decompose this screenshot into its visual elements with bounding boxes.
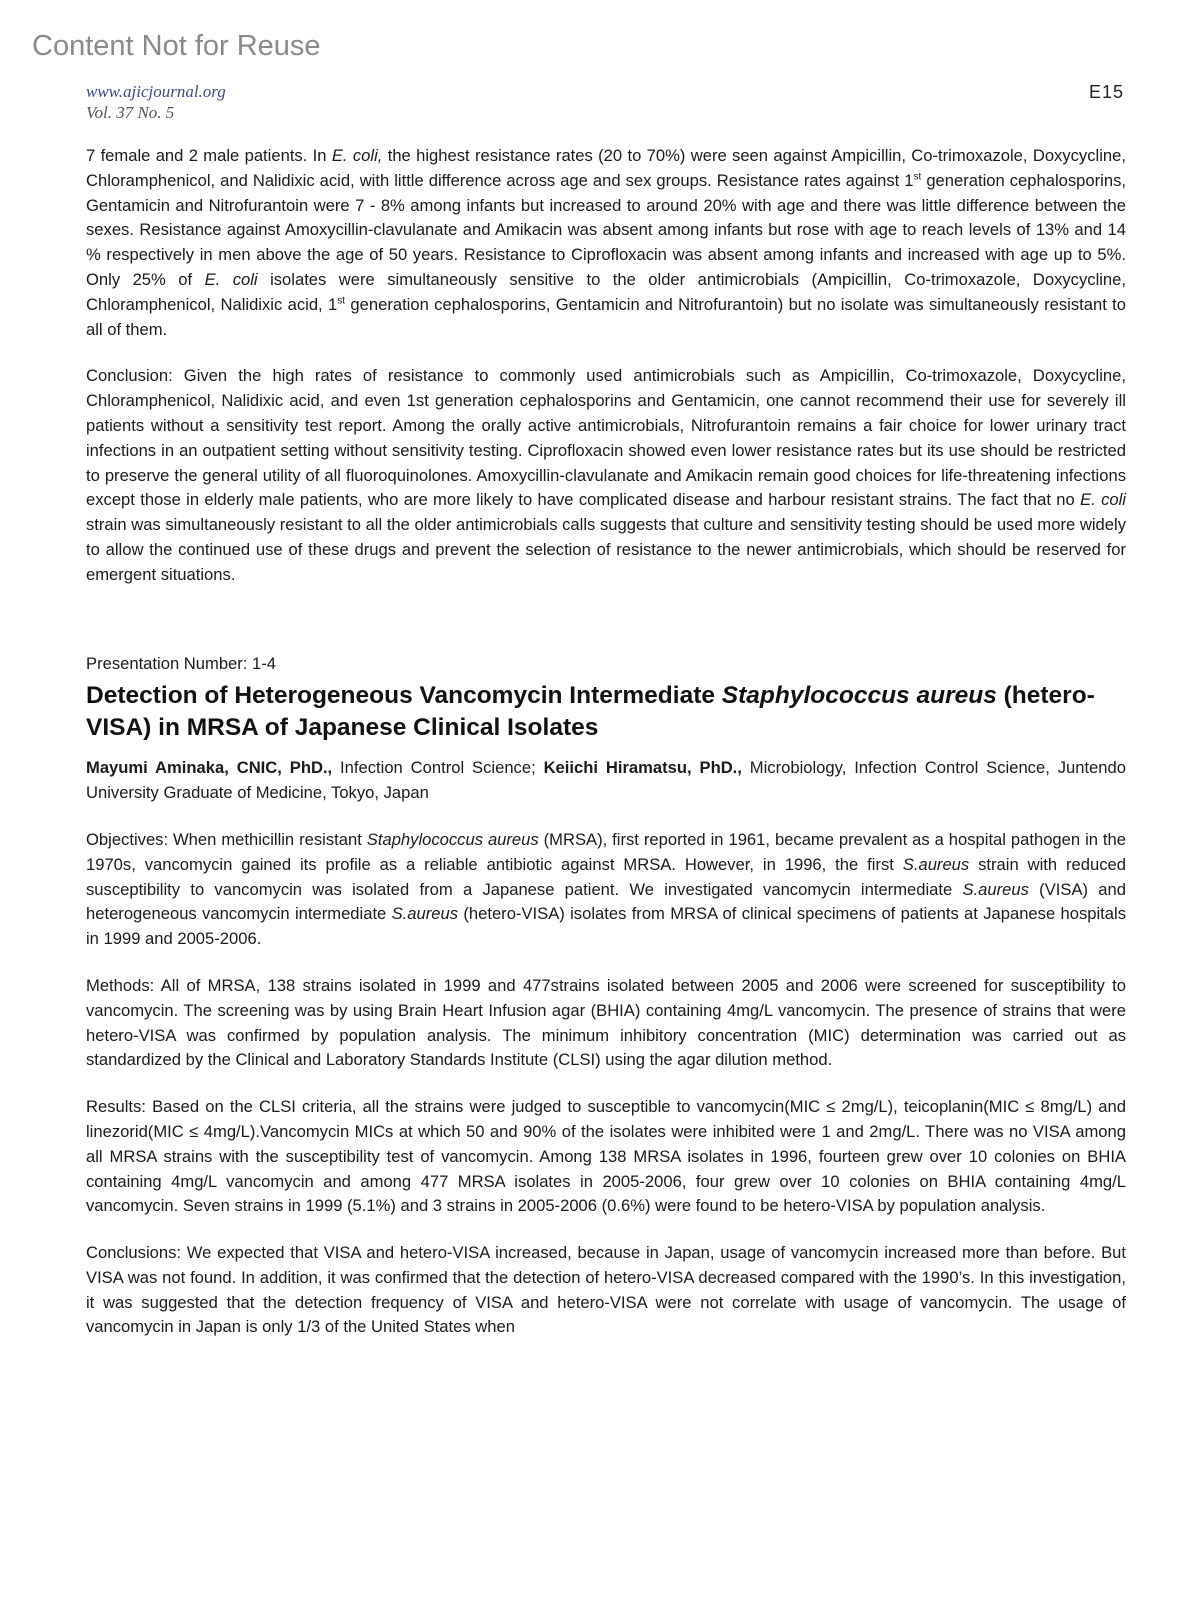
text-segment: (MRSA), first reported in 1961, became prevalent as a hospital pathogen in the 1970s, vancomycin gained its profile as a reliable antibiotic against MRSA. However, in 1996, the first bbox=[86, 829, 1126, 874]
authors bbox=[86, 756, 1126, 806]
journal-volume: Vol. 37 No. 5 bbox=[86, 103, 175, 122]
text-segment: E. coli bbox=[1080, 490, 1126, 510]
text-segment: E. coli, bbox=[331, 146, 383, 165]
text-segment: Methods: All of MRSA, 138 strains isolated in 1999 and 477strains isolated between 2005 and 2006 were screened for susceptibility to vancomycin. The screening was by using Brain Heart Infusion agar (BHIA) containing 4mg/L vancomycin. The presence of strains that were hetero-VISA was confirmed by population analysis. The minimum inhibitory concentration (MIC) determination was carried out as standardized by the Clinical and Laboratory Standards Institute (CLSI) using the agar dilution method. bbox=[86, 975, 1126, 1070]
text-segment: Results: Based on the CLSI criteria, all the strains were judged to susceptible to vancomycin(MIC ≤ 2mg/L), teicoplanin(MIC ≤ 8mg/L) and linezorid(MIC ≤ 4mg/L).Vancomycin MICs at which 50 and 90% of the isolates were inhibited were 1 and 2mg/L. There was no VISA among all MRSA strains with the susceptibility test of vancomycin. Among 138 MRSA isolates in 1996, fourteen grew over 10 colonies on BHIA containing 4mg/L vancomycin and among 477 MRSA isolates in 2005-2006, four grew over 10 colonies on BHIA containing 4mg/L vancomycin. Seven strains in 1999 (5.1%) and 3 strains in 2005-2006 (0.6%) were found to be hetero-VISA by population analysis. bbox=[86, 1097, 1126, 1216]
text-segment: generation cephalosporins, Gentamicin and Nitrofurantoin) but no isolate was simultaneously resistant to all of them. bbox=[86, 294, 1127, 339]
page-content bbox=[86, 144, 1126, 1340]
prev-results-paragraph bbox=[86, 144, 1126, 342]
text-segment: S.aureus bbox=[902, 854, 970, 874]
text-segment: Conclusion: Given the high rates of resistance to commonly used antimicrobials such as Ampicillin, Co-trimoxazole, Doxycycline, Chloramphenicol, Nalidixic acid, and even 1st generation cephalosporins and Gentamicin, one cannot recommend their use for severely ill patients without a sensitivity test report. Among the orally active antimicrobials, Nitrofurantoin remains a fair choice for lower urinary tract infections in an outpatient setting without sensitivity testing. Ciprofloxacin showed even lower resistance rates but its use should be restricted to preserve the general utility of all fluoroquinolones. Amoxycillin-clavulanate and Amikacin remain good choices for life-threatening infections except those in elderly male patients, who are more likely to have complicated disease and harbour resistant strains. The fact that no bbox=[86, 366, 1126, 510]
text-segment: (hetero-VISA) isolates from MRSA of clinical specimens of patients at Japanese hospitals in 1999 and 2005-2006. bbox=[86, 904, 1126, 949]
text-segment: Keiichi Hiramatsu, PhD., bbox=[543, 758, 742, 778]
text-segment: strain was simultaneously resistant to all the older antimicrobials calls suggests that culture and sensitivity testing should be used more widely to allow the continued use of these drugs and prevent the selection of resistance to the newer antimicrobials, which should be reserved for emergent situations. bbox=[86, 515, 1126, 584]
results-paragraph bbox=[86, 1095, 1126, 1219]
text-segment: S.aureus bbox=[391, 904, 459, 924]
text-segment: Staphylococcus aureus bbox=[721, 682, 997, 710]
presentation-number: Presentation Number: 1-4 bbox=[86, 653, 277, 673]
text-segment: st bbox=[337, 295, 346, 307]
text-segment: Microbiology, Infection Control Science, Juntendo University Graduate of Medicine, Tokyo, Japan bbox=[86, 758, 1126, 803]
methods-paragraph bbox=[86, 974, 1126, 1073]
text-segment: Mayumi Aminaka, CNIC, PhD., bbox=[86, 758, 333, 778]
text-segment: Infection Control Science; bbox=[332, 758, 544, 778]
journal-url-link[interactable]: www.ajicjournal.org bbox=[86, 82, 226, 101]
text-segment: Conclusions: We expected that VISA and hetero-VISA increased, because in Japan, usage of vancomycin increased more than before. But VISA was not found. In addition, it was confirmed that the detection of hetero-VISA decreased compared with the 1990’s. In this investigation, it was suggested that the detection frequency of VISA and hetero-VISA were not correlate with usage of vancomycin. The usage of vancomycin in Japan is only 1/3 of the United States when bbox=[86, 1243, 1126, 1337]
text-segment: E. coli bbox=[204, 269, 258, 289]
text-segment: S.aureus bbox=[962, 879, 1029, 899]
text-segment: st bbox=[913, 171, 922, 183]
text-segment: (VISA) and heterogeneous vancomycin intermediate bbox=[86, 879, 1126, 924]
page-number: E15 bbox=[1088, 82, 1124, 102]
objectives-paragraph bbox=[86, 828, 1126, 952]
text-segment: isolates were simultaneously sensitive to the older antimicrobials (Ampicillin, Co-trimoxazole, Doxycycline, Chloramphenicol, Nalidixic acid, 1 bbox=[86, 269, 1127, 314]
text-segment: (hetero-VISA) in MRSA of Japanese Clinical Isolates bbox=[86, 682, 1095, 742]
abstract-title bbox=[86, 680, 1126, 744]
watermark: Content Not for Reuse bbox=[32, 30, 321, 62]
text-segment: strain with reduced susceptibility to vancomycin was isolated from a Japanese patient. We investigated vancomycin intermediate bbox=[86, 854, 1126, 899]
text-segment: Objectives: When methicillin resistant bbox=[86, 829, 367, 849]
text-segment: generation cephalosporins, Gentamicin and Nitrofurantoin were 7 - 8% among infants but increased to around 20% with age and there was little difference between the sexes. Resistance against Amoxycillin-clavulanate and Amikacin was absent among infants but rose with age to reach levels of 13% and 14 % respectively in men above the age of 50 years. Resistance to Ciprofloxacin was absent among infants and increased with age up to 5%. Only 25% of bbox=[86, 170, 1126, 289]
text-segment: the highest resistance rates (20 to 70%) were seen against Ampicillin, Co-trimoxazole, Doxycycline, Chloramphenicol, and Nalidixic acid, with little difference across age and sex groups. Resistance rates against 1 bbox=[86, 146, 1126, 190]
text-segment: Staphylococcus aureus bbox=[366, 829, 539, 849]
text-segment: 7 female and 2 male patients. In bbox=[86, 146, 332, 165]
text-segment: Detection of Heterogeneous Vancomycin Intermediate bbox=[86, 682, 722, 710]
conclusions-paragraph bbox=[86, 1241, 1126, 1340]
prev-conclusion-paragraph bbox=[86, 364, 1126, 587]
